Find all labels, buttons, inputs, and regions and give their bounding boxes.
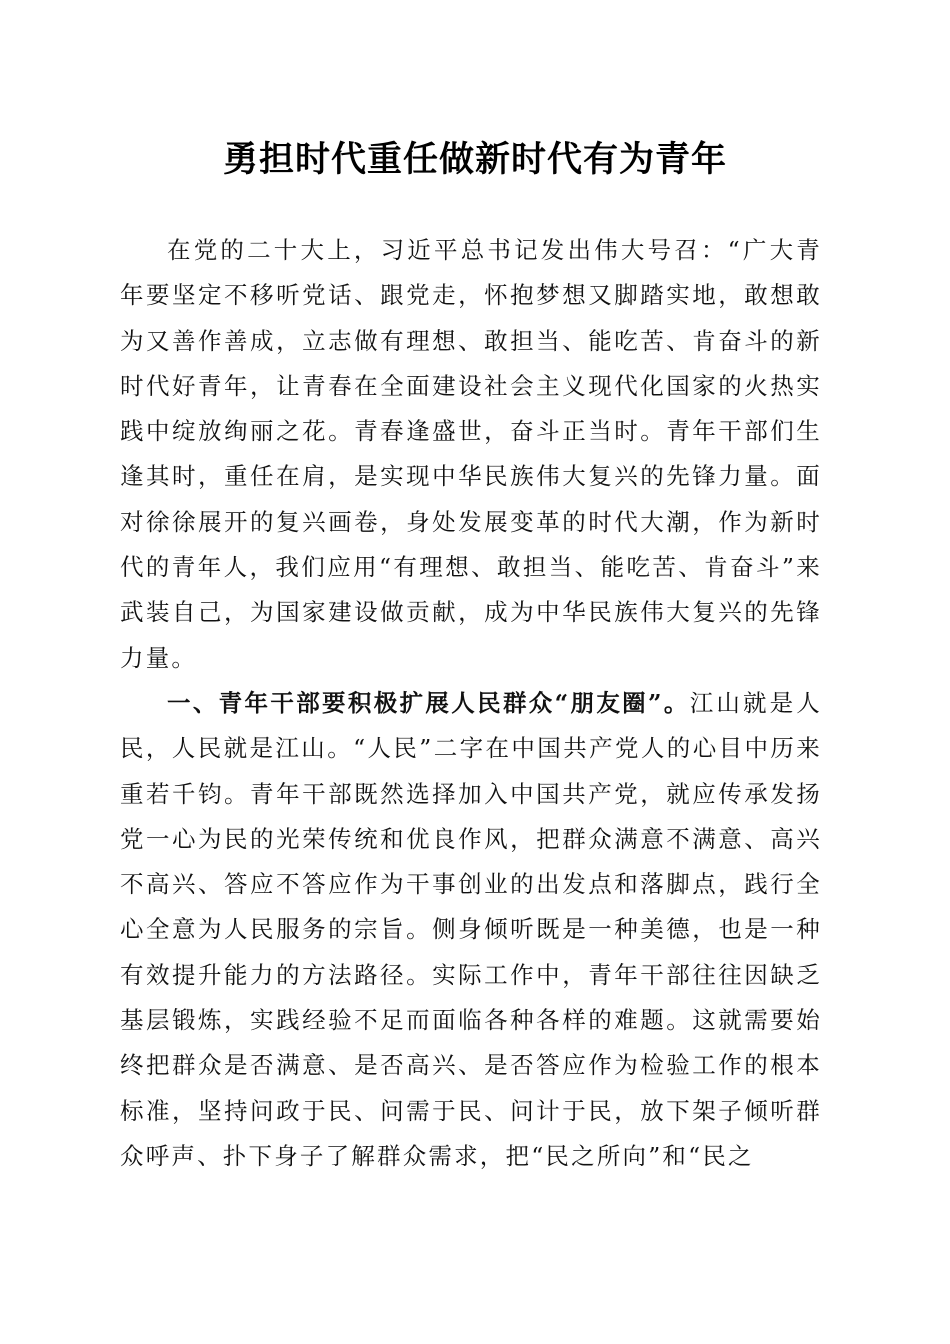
paragraph-text: 江山就是人民，人民就是江山。“人民”二字在中国共产党人的心目中历来重若千钧。青年干部既然选择加入中国共产党，就应传承发扬党一心为民的光荣传统和优良作风，把群众满意不满意、高兴不高兴、答应不答应作为干事创业的出发点和落脚点，践行全心全意为人民服务的宗旨。侧身倾听既是一种美德，也是一种有效提升能力的方法路径。实际工作中，青年干部往往因缺乏基层锻炼，实践经验不足而面临各种各样的难题。这就需要始终把群众是否满意、是否高兴、是否答应作为检验工作的根本标准，坚持问政于民、问需于民、问计于民，放下架子倾听群众呼声、扑下身子了解群众需求，把“民之所向”和“民之 [120,688,823,1170]
section-heading: 一、青年干部要积极扩展人民群众“朋友圈”。 [167,688,690,717]
paragraph-text: 在党的二十大上，习近平总书记发出伟大号召：“广大青年要坚定不移听党话、跟党走，怀抱梦想又脚踏实地，敢想敢为又善作善成，立志做有理想、敢担当、能吃苦、肯奋斗的新时代好青年，让青春在全面建设社会主义现代化国家的火热实践中绽放绚丽之花。青春逢盛世，奋斗正当时。青年干部们生逢其时，重任在肩，是实现中华民族伟大复兴的先锋力量。面对徐徐展开的复兴画卷，身处发展变革的时代大潮，作为新时代的青年人，我们应用“有理想、敢担当、能吃苦、肯奋斗”来武装自己，为国家建设做贡献，成为中华民族伟大复兴的先锋力量。 [120,236,822,672]
paragraph-section-one [120,681,822,1179]
document-body [120,228,822,1179]
document-title: 勇担时代重任做新时代有为青年 [222,139,727,180]
paragraph-intro [120,228,822,681]
